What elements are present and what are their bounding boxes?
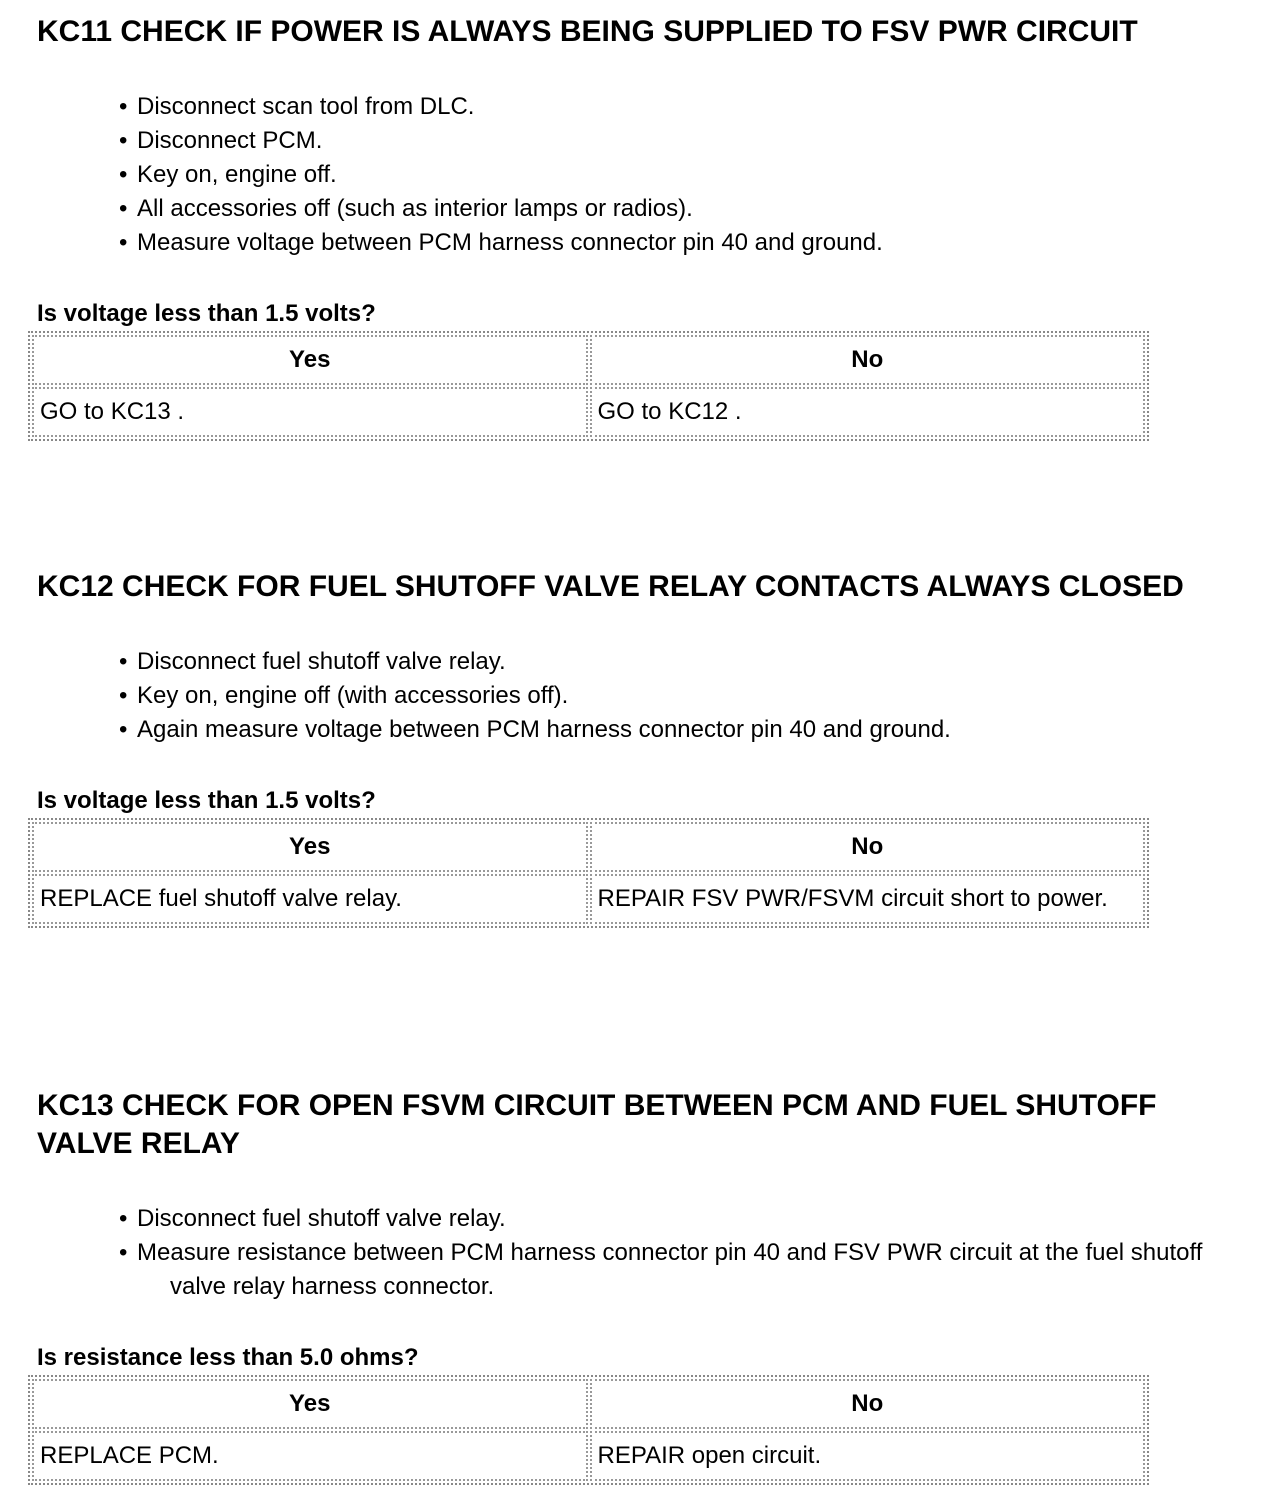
step-item: • Measure voltage between PCM harness connector pin 40 and ground. <box>0 226 1264 260</box>
no-header: No <box>590 822 1146 872</box>
decision-table <box>28 331 1149 441</box>
section-title: KC11 CHECK IF POWER IS ALWAYS BEING SUPPLIED TO FSV PWR CIRCUIT <box>37 15 1138 48</box>
no-header: No <box>590 1379 1146 1429</box>
bullet-icon: • <box>119 682 128 709</box>
no-action: REPAIR open circuit. <box>590 1431 1146 1481</box>
step-item: • Measure resistance between PCM harness connector pin 40 and FSV PWR circuit at the fuel shutoff valve relay harness connector. <box>0 1236 1264 1304</box>
step-item: • Disconnect fuel shutoff valve relay. <box>0 1202 1264 1236</box>
bullet-icon: • <box>119 93 128 120</box>
check-section <box>0 568 1264 928</box>
bullet-icon: • <box>119 229 128 256</box>
step-item: • All accessories off (such as interior lamps or radios). <box>0 192 1264 226</box>
question: Is voltage less than 1.5 volts? <box>37 787 376 814</box>
step-list <box>0 1202 1264 1304</box>
no-header: No <box>590 335 1146 385</box>
no-action: REPAIR FSV PWR/FSVM circuit short to power. <box>590 874 1146 924</box>
bullet-icon: • <box>119 648 128 675</box>
yes-header: Yes <box>32 822 588 872</box>
bullet-icon: • <box>119 1239 128 1266</box>
step-item: • Key on, engine off (with accessories off). <box>0 679 1264 713</box>
section-title: KC12 CHECK FOR FUEL SHUTOFF VALVE RELAY CONTACTS ALWAYS CLOSED <box>37 570 1184 603</box>
bullet-icon: • <box>119 716 128 743</box>
check-section <box>0 1087 1264 1485</box>
step-list <box>0 645 1264 747</box>
step-item: • Disconnect fuel shutoff valve relay. <box>0 645 1264 679</box>
step-item: • Key on, engine off. <box>0 158 1264 192</box>
yes-action: REPLACE PCM. <box>32 1431 588 1481</box>
question: Is voltage less than 1.5 volts? <box>37 300 376 327</box>
bullet-icon: • <box>119 1205 128 1232</box>
bullet-icon: • <box>119 127 128 154</box>
yes-header: Yes <box>32 335 588 385</box>
yes-action: GO to KC13 . <box>32 387 588 437</box>
section-title: KC13 CHECK FOR OPEN FSVM CIRCUIT BETWEEN PCM AND FUEL SHUTOFF VALVE RELAY <box>37 1089 1157 1160</box>
decision-table <box>28 818 1149 928</box>
step-item: • Disconnect scan tool from DLC. <box>0 90 1264 124</box>
step-item: • Disconnect PCM. <box>0 124 1264 158</box>
step-list <box>0 90 1264 260</box>
question: Is resistance less than 5.0 ohms? <box>37 1344 419 1371</box>
bullet-icon: • <box>119 195 128 222</box>
step-item: • Again measure voltage between PCM harness connector pin 40 and ground. <box>0 713 1264 747</box>
check-section <box>0 13 1264 441</box>
yes-header: Yes <box>32 1379 588 1429</box>
decision-table <box>28 1375 1149 1485</box>
no-action: GO to KC12 . <box>590 387 1146 437</box>
bullet-icon: • <box>119 161 128 188</box>
yes-action: REPLACE fuel shutoff valve relay. <box>32 874 588 924</box>
